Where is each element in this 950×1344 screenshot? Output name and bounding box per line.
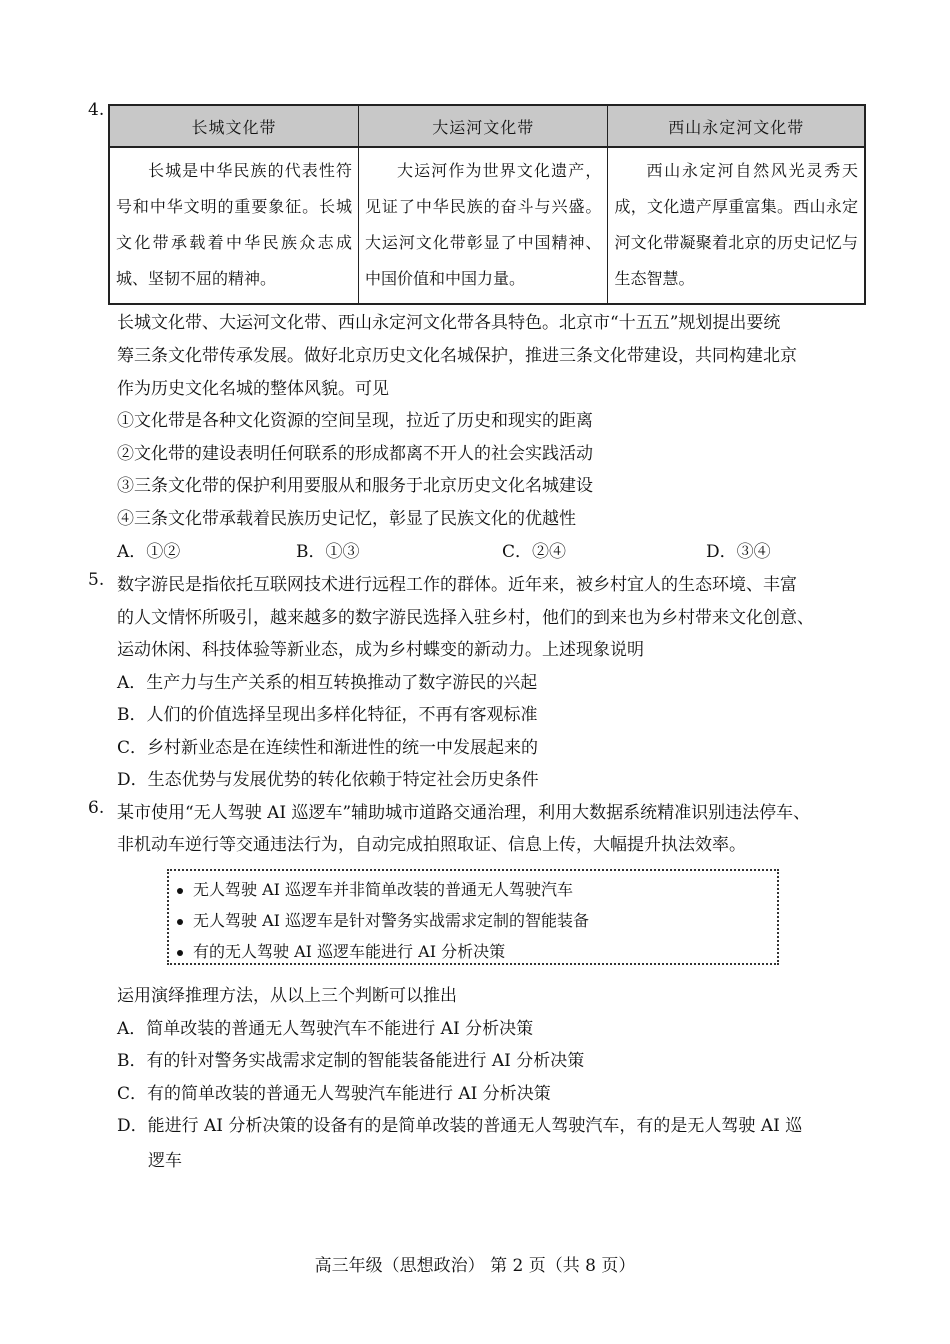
q5-stem-line: 数字游民是指依托互联网技术进行远程工作的群体。近年来，被乡村宜人的生态环境、丰富 (117, 575, 797, 595)
q5-option-b[interactable]: B．人们的价值选择呈现出多样化特征，不再有客观标准 (117, 705, 538, 725)
q4-statement-1: ①文化带是各种文化资源的空间呈现，拉近了历史和现实的距离 (117, 411, 593, 431)
q4-option-a[interactable]: A．①② (117, 542, 181, 562)
q4-option-b[interactable]: B．①③ (296, 542, 360, 562)
table-header-great-wall: 长城文化带 (109, 105, 358, 147)
q4-stem-line: 长城文化带、大运河文化带、西山永定河文化带各具特色。北京市“十五五”规划提出要统 (117, 313, 781, 333)
q6-stem-line: 非机动车逆行等交通违法行为，自动完成拍照取证、信息上传，大幅提升执法效率。 (117, 835, 746, 855)
q4-option-d[interactable]: D．③④ (706, 542, 771, 562)
judgment-text: 有的无人驾驶 AI 巡逻车能进行 AI 分析决策 (193, 942, 506, 961)
bullet-icon (177, 950, 183, 956)
table-row (109, 147, 865, 304)
q6-option-b[interactable]: B．有的针对警务实战需求定制的智能装备能进行 AI 分析决策 (117, 1051, 585, 1071)
q5-option-a[interactable]: A．生产力与生产关系的相互转换推动了数字游民的兴起 (117, 673, 538, 693)
table-cell-great-wall: 长城是中华民族的代表性符号和中华文明的重要象征。长城文化带承载着中华民族众志成城、坚韧不屈的精神。 (109, 147, 358, 304)
q5-stem-line: 运动休闲、科技体验等新业态，成为乡村蝶变的新动力。上述现象说明 (117, 640, 644, 660)
table-cell-grand-canal: 大运河作为世界文化遗产，见证了中华民族的奋斗与兴盛。大运河文化带彰显了中国精神、中国价值和中国力量。 (358, 147, 607, 304)
q4-option-c[interactable]: C．②④ (502, 542, 567, 562)
q5-option-d[interactable]: D．生态优势与发展优势的转化依赖于特定社会历史条件 (117, 770, 539, 790)
judgment-item (177, 877, 573, 900)
judgments-box (167, 869, 779, 965)
q6-option-d-continued: 逻车 (148, 1151, 182, 1171)
page-footer: 高三年级（思想政治） 第 2 页（共 8 页） (314, 1256, 636, 1276)
q4-statement-2: ②文化带的建设表明任何联系的形成都离不开人的社会实践活动 (117, 444, 593, 464)
question-6-number: 6. (88, 798, 105, 818)
judgment-text: 无人驾驶 AI 巡逻车并非简单改装的普通无人驾驶汽车 (193, 880, 574, 899)
culture-belt-table (108, 104, 866, 305)
table-header-grand-canal: 大运河文化带 (358, 105, 607, 147)
table-header-row (109, 105, 865, 147)
q6-option-c[interactable]: C．有的简单改装的普通无人驾驶汽车能进行 AI 分析决策 (117, 1084, 551, 1104)
bullet-icon (177, 888, 183, 894)
table-header-xishan-yongding: 西山永定河文化带 (608, 105, 865, 147)
table-cell-xishan-yongding: 西山永定河自然风光灵秀天成，文化遗产厚重富集。西山永定河文化带凝聚着北京的历史记忆与生态智慧。 (608, 147, 865, 304)
judgment-item (177, 908, 589, 931)
q4-stem-line: 筹三条文化带传承发展。做好北京历史文化名城保护，推进三条文化带建设，共同构建北京 (117, 346, 797, 366)
q5-option-c[interactable]: C．乡村新业态是在连续性和渐进性的统一中发展起来的 (117, 738, 539, 758)
q4-statement-3: ③三条文化带的保护利用要服从和服务于北京历史文化名城建设 (117, 476, 593, 496)
q5-stem-line: 的人文情怀所吸引，越来越多的数字游民选择入驻乡村，他们的到来也为乡村带来文化创意、 (117, 608, 814, 628)
q6-prompt: 运用演绎推理方法，从以上三个判断可以推出 (117, 986, 457, 1006)
question-4-number: 4. (88, 100, 105, 120)
q4-statement-4: ④三条文化带承载着民族历史记忆，彰显了民族文化的优越性 (117, 509, 576, 529)
q6-option-d[interactable]: D．能进行 AI 分析决策的设备有的是简单改装的普通无人驾驶汽车，有的是无人驾驶 AI 巡 (117, 1116, 803, 1136)
question-5-number: 5. (88, 570, 105, 590)
q6-stem-line: 某市使用“无人驾驶 AI 巡逻车”辅助城市道路交通治理，利用大数据系统精准识别违法停车、 (117, 803, 811, 823)
bullet-icon (177, 919, 183, 925)
q4-stem-line: 作为历史文化名城的整体风貌。可见 (117, 379, 389, 399)
q6-option-a[interactable]: A．简单改装的普通无人驾驶汽车不能进行 AI 分析决策 (117, 1019, 534, 1039)
judgment-text: 无人驾驶 AI 巡逻车是针对警务实战需求定制的智能装备 (193, 911, 590, 930)
judgment-item (177, 939, 505, 962)
